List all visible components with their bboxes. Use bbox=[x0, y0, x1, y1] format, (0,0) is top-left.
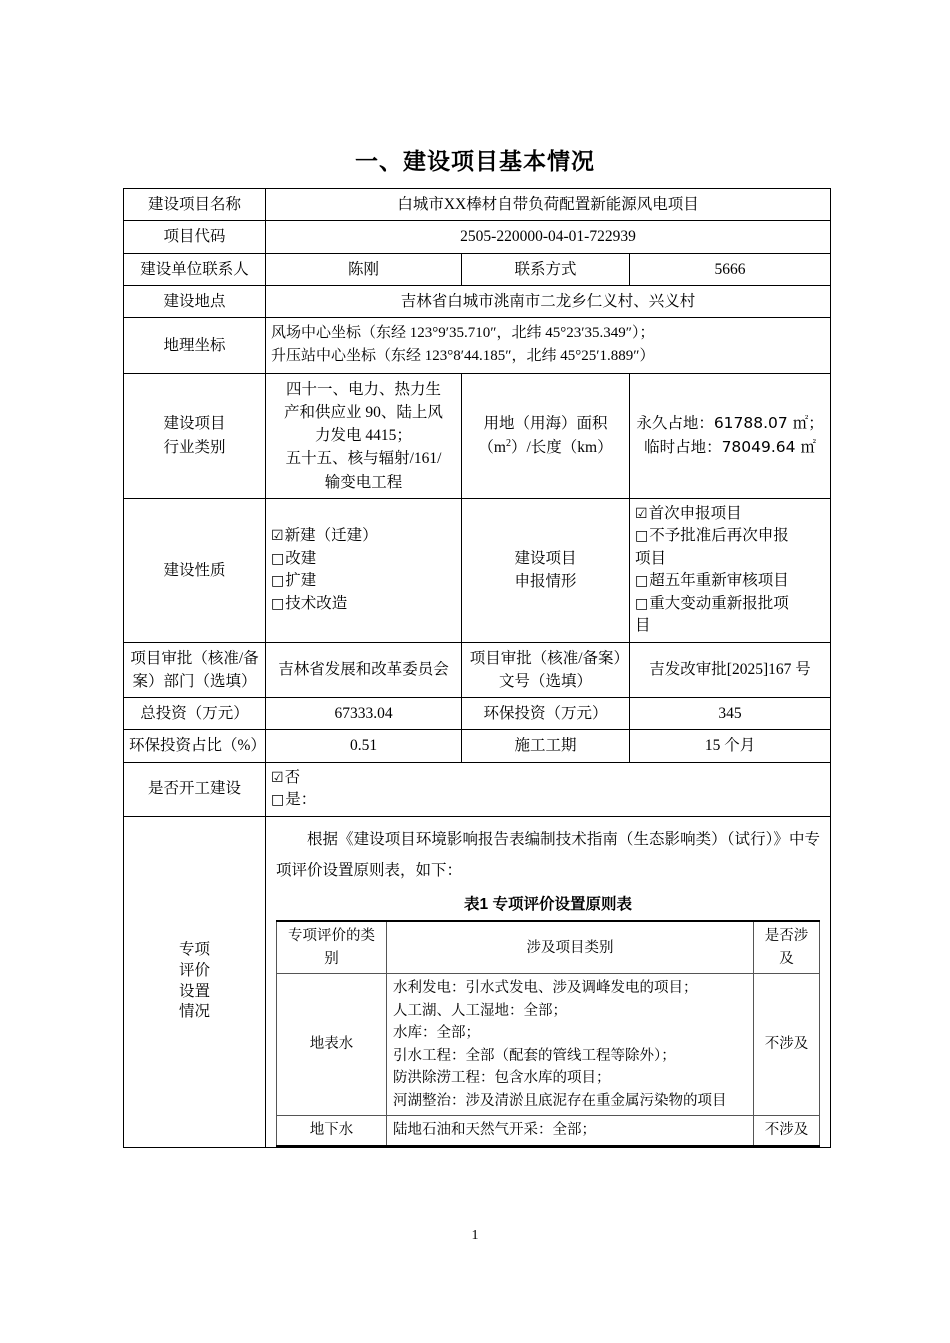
label-contact-method: 联系方式 bbox=[462, 253, 630, 285]
land-area-unit-pre: （m bbox=[478, 438, 506, 456]
special-evaluation-paragraph: 根据《建设项目环境影响报告表编制技术指南（生态影响类）（试行）》中专项评价设置原则表，如下： bbox=[276, 830, 821, 880]
special-row-involved: 不涉及 bbox=[754, 974, 820, 1116]
industry-line-1: 四十一、电力、热力生 bbox=[285, 380, 441, 398]
label-construction-duration: 施工工期 bbox=[462, 730, 630, 762]
special-table-row-groundwater bbox=[277, 1116, 820, 1146]
checkbox-label: 首次申报项目 bbox=[648, 504, 742, 522]
checkbox-label: 不予批准后再次申报 bbox=[649, 527, 789, 545]
table-row-location bbox=[124, 285, 831, 317]
table-row-approval bbox=[124, 642, 831, 698]
label-application-type bbox=[462, 498, 630, 642]
checkbox-label: 否 bbox=[284, 768, 301, 786]
checkbox-label: 超五年重新审核项目 bbox=[649, 572, 789, 590]
checkbox-icon: ☑ bbox=[271, 769, 284, 786]
checkbox-option-rebuild[interactable] bbox=[271, 548, 456, 570]
checkbox-icon: □ bbox=[635, 595, 649, 612]
industry-line-3: 力发电 4415； bbox=[315, 427, 412, 444]
value-approval-document: 吉发改审批[2025]167 号 bbox=[630, 642, 831, 698]
table-row-investment bbox=[124, 698, 831, 730]
special-row-item: 防洪除涝工程：包含水库的项目； bbox=[393, 1070, 611, 1087]
value-construction-duration: 15 个月 bbox=[630, 730, 831, 762]
label-contact-person: 建设单位联系人 bbox=[124, 253, 266, 285]
value-location: 吉林省白城市洮南市二龙乡仁义村、兴义村 bbox=[266, 285, 831, 317]
value-project-name: 白城市XX棒材自带负荷配置新能源风电项目 bbox=[266, 189, 831, 221]
checkbox-option-major-change[interactable] bbox=[635, 593, 825, 615]
page-number: 1 bbox=[471, 1228, 479, 1243]
land-area-unit-sup: 2 bbox=[505, 437, 511, 449]
special-row-category: 地下水 bbox=[277, 1116, 387, 1146]
value-industry-category bbox=[266, 373, 462, 498]
table-row-special-evaluation bbox=[124, 816, 831, 1147]
coordinates-line-substation: 升压站中心坐标（东经 123°8′44.185″，北纬 45°25′1.889″） bbox=[271, 348, 655, 365]
label-total-investment: 总投资（万元） bbox=[124, 698, 266, 730]
label-construction-nature: 建设性质 bbox=[124, 498, 266, 642]
checkbox-label: 目 bbox=[635, 617, 651, 635]
checkbox-icon: ☑ bbox=[635, 505, 648, 522]
value-started-construction bbox=[266, 762, 831, 816]
label-industry-category bbox=[124, 373, 266, 498]
special-row-item: 陆地石油和天然气开采：全部； bbox=[393, 1122, 596, 1139]
label-special-evaluation bbox=[124, 816, 266, 1147]
label-application-line1: 建设项目 bbox=[514, 549, 577, 567]
checkbox-icon: ☑ bbox=[271, 528, 284, 545]
checkbox-icon: □ bbox=[635, 573, 649, 590]
value-construction-nature bbox=[266, 498, 462, 642]
checkbox-label: 重大变动重新报批项 bbox=[649, 594, 789, 612]
special-evaluation-content bbox=[272, 821, 824, 1147]
special-table-header-category: 专项评价的类别 bbox=[277, 921, 387, 973]
label-project-name: 建设项目名称 bbox=[124, 189, 266, 221]
checkbox-icon: □ bbox=[271, 595, 285, 612]
land-area-permanent: 永久占地：61788.07 ㎡； bbox=[636, 414, 824, 433]
checkbox-label: 是： bbox=[285, 791, 317, 809]
value-total-investment: 67333.04 bbox=[266, 698, 462, 730]
label-land-area-line2 bbox=[467, 436, 624, 459]
table-row-industry-category bbox=[124, 373, 831, 498]
value-env-investment-ratio: 0.51 bbox=[266, 730, 462, 762]
checkbox-option-reapply-after-rejection-cont bbox=[635, 548, 825, 570]
label-env-investment: 环保投资（万元） bbox=[462, 698, 630, 730]
special-row-item: 水利发电：引水式发电、涉及调峰发电的项目； bbox=[393, 980, 698, 997]
special-table-header-row bbox=[277, 921, 820, 973]
value-project-code: 2505-220000-04-01-722939 bbox=[266, 221, 831, 253]
table-row-project-code bbox=[124, 221, 831, 253]
coordinates-line-windfarm: 风场中心坐标（东经 123°9′35.710″，北纬 45°23′35.349″）； bbox=[271, 325, 655, 341]
special-row-category: 地表水 bbox=[277, 974, 387, 1116]
checkbox-label: 新建（迁建） bbox=[284, 527, 378, 545]
label-project-code: 项目代码 bbox=[124, 221, 266, 253]
checkbox-option-not-started[interactable] bbox=[271, 767, 825, 789]
table-row-started-construction bbox=[124, 762, 831, 816]
special-table-row-surface-water bbox=[277, 974, 820, 1116]
table-row-nature bbox=[124, 498, 831, 642]
label-location: 建设地点 bbox=[124, 285, 266, 317]
checkbox-option-reapply-after-rejection[interactable] bbox=[635, 525, 825, 547]
special-evaluation-principle-table bbox=[276, 920, 820, 1146]
industry-line-2: 产和供应业 90、陆上风 bbox=[284, 403, 443, 421]
page-title: 一、建设项目基本情况 bbox=[355, 148, 595, 174]
label-industry-line2: 行业类别 bbox=[163, 438, 226, 456]
industry-line-4: 五十五、核与辐射/161/ bbox=[285, 450, 442, 468]
value-contact-person: 陈刚 bbox=[266, 253, 462, 285]
special-table-header-items: 涉及项目类别 bbox=[387, 921, 754, 973]
checkbox-option-expand[interactable] bbox=[271, 570, 456, 592]
checkbox-option-first-application[interactable] bbox=[635, 503, 825, 525]
special-table-title: 表1 专项评价设置原则表 bbox=[464, 896, 632, 914]
checkbox-icon: □ bbox=[271, 550, 285, 567]
value-land-area bbox=[630, 373, 831, 498]
checkbox-label: 改建 bbox=[285, 549, 317, 567]
value-application-type bbox=[630, 498, 831, 642]
checkbox-icon: □ bbox=[271, 573, 285, 590]
table-row-coordinates bbox=[124, 318, 831, 374]
label-approval-department: 项目审批（核准/备案）部门（选填） bbox=[124, 642, 266, 698]
checkbox-label: 项目 bbox=[635, 549, 667, 567]
industry-line-5: 输变电工程 bbox=[324, 473, 403, 491]
special-row-item: 引水工程：全部（配套的管线工程等除外）； bbox=[393, 1047, 676, 1064]
table-row-ratio-duration bbox=[124, 730, 831, 762]
special-row-item: 河湖整治：涉及清淤且底泥存在重金属污染物的项目 bbox=[393, 1092, 727, 1109]
project-basic-info-table bbox=[123, 188, 831, 1148]
checkbox-option-started[interactable] bbox=[271, 789, 825, 811]
special-table-header-involved: 是否涉及 bbox=[754, 921, 820, 973]
checkbox-icon: □ bbox=[635, 528, 649, 545]
label-env-investment-ratio: 环保投资占比（%） bbox=[124, 730, 266, 762]
checkbox-option-major-change-cont bbox=[635, 615, 825, 637]
checkbox-option-tech-upgrade[interactable] bbox=[271, 593, 456, 615]
value-special-evaluation bbox=[266, 816, 831, 1147]
checkbox-option-new[interactable] bbox=[271, 525, 456, 547]
label-industry-line1: 建设项目 bbox=[163, 415, 226, 433]
land-area-temporary: 临时占地：78049.64 ㎡ bbox=[644, 437, 816, 456]
land-area-unit-post: ）/长度（km） bbox=[510, 438, 613, 456]
table-row-contact bbox=[124, 253, 831, 285]
value-approval-department: 吉林省发展和改革委员会 bbox=[266, 642, 462, 698]
checkbox-option-over-five-years[interactable] bbox=[635, 570, 825, 592]
value-contact-method: 5666 bbox=[630, 253, 831, 285]
label-land-area-line1: 用地（用海）面积 bbox=[483, 415, 608, 433]
special-row-items bbox=[387, 1116, 754, 1146]
table-row-project-name bbox=[124, 189, 831, 221]
value-coordinates bbox=[266, 318, 831, 374]
label-application-line2: 申报情形 bbox=[514, 573, 577, 591]
checkbox-label: 技术改造 bbox=[285, 594, 348, 612]
special-evaluation-label-text: 专项评价设置情况 bbox=[178, 940, 210, 1021]
special-row-items bbox=[387, 974, 754, 1116]
special-row-item: 水库：全部； bbox=[393, 1025, 480, 1042]
label-land-area bbox=[462, 373, 630, 498]
checkbox-label: 扩建 bbox=[285, 572, 317, 590]
label-started-construction: 是否开工建设 bbox=[124, 762, 266, 816]
value-env-investment: 345 bbox=[630, 698, 831, 730]
checkbox-icon: □ bbox=[271, 792, 285, 809]
label-approval-document: 项目审批（核准/备案）文号（选填） bbox=[462, 642, 630, 698]
special-row-item: 人工湖、人工湿地：全部； bbox=[393, 1002, 567, 1019]
label-coordinates: 地理坐标 bbox=[124, 318, 266, 374]
special-row-involved: 不涉及 bbox=[754, 1116, 820, 1146]
